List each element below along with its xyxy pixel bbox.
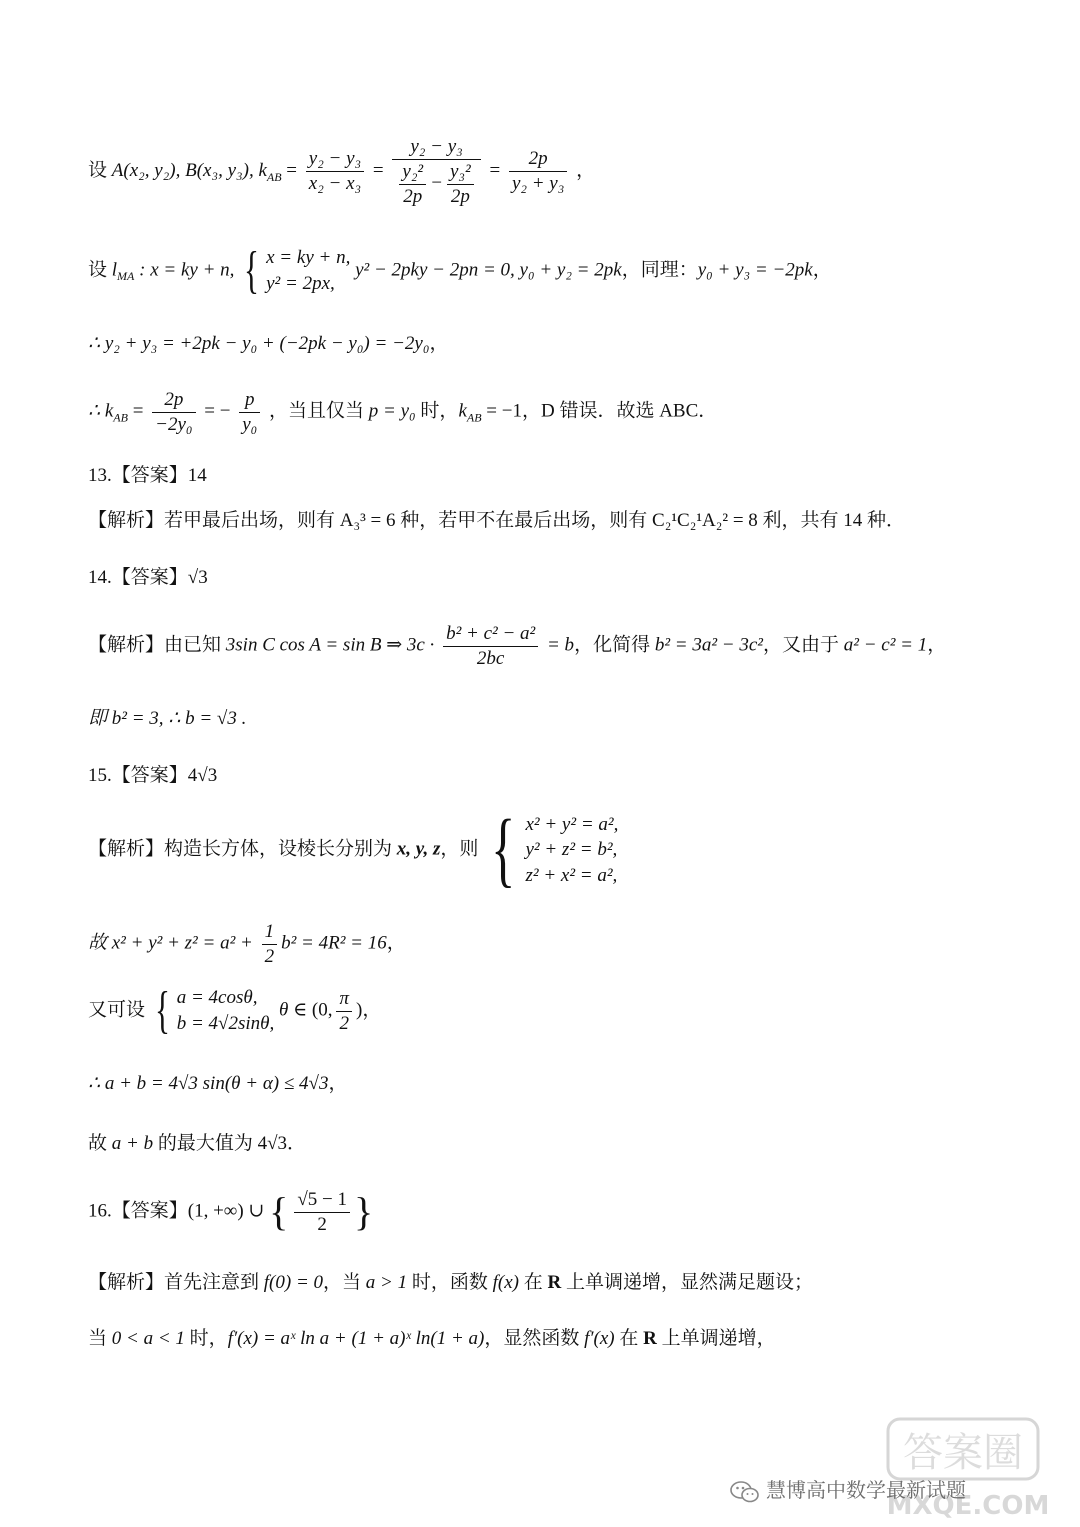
math: ∴ k xyxy=(88,400,114,422)
line-kab xyxy=(88,135,1020,208)
math: θ ∈ xyxy=(279,999,312,1021)
math: f′(x) = aˣ ln a + (1 + a)ˣ ln(1 + a) xyxy=(227,1328,485,1349)
math: = − xyxy=(204,400,231,422)
text: ， xyxy=(576,159,596,181)
left-brace: { xyxy=(154,982,170,1039)
math: = xyxy=(372,159,389,181)
math: 4√3 xyxy=(187,765,218,786)
watermark xyxy=(730,1474,966,1504)
fraction xyxy=(392,135,480,208)
fraction xyxy=(239,388,260,437)
line-lma xyxy=(88,242,1020,299)
equation-system xyxy=(266,245,350,296)
answer-text: 13.【答案】14 xyxy=(88,465,207,486)
math: (1, +∞) ∪ xyxy=(187,1200,270,1222)
text: ， xyxy=(812,259,832,281)
math: 3sin C cos A = sin B ⇒ 3c · xyxy=(225,634,435,656)
text: 时， xyxy=(415,400,459,422)
text: 在 xyxy=(519,1272,548,1293)
text: ，又由于 xyxy=(763,634,844,656)
equation: y² + z² = b², xyxy=(525,839,618,861)
text: 时，函数 xyxy=(407,1272,493,1293)
equation-system xyxy=(525,812,618,889)
watermark-logo xyxy=(858,1414,1058,1524)
math: − xyxy=(430,172,443,194)
text: ， xyxy=(429,333,449,354)
math: = b xyxy=(546,634,575,656)
right-brace: } xyxy=(353,1189,374,1235)
math: a + b xyxy=(111,1133,154,1154)
text: 【解析】构造长方体，设棱长分别为 xyxy=(88,838,397,860)
denominator: 2 xyxy=(339,1012,349,1034)
math: f′(x) xyxy=(584,1328,615,1349)
subscript: MA xyxy=(117,269,135,284)
text: 时， xyxy=(184,1328,228,1349)
math: = xyxy=(127,400,149,422)
subscript: AB xyxy=(466,410,482,425)
math: C₂¹C₂¹A₂² = 8 xyxy=(652,510,758,531)
q13-answer xyxy=(88,465,1020,488)
math: a > 1 xyxy=(365,1272,408,1293)
math: 4√3 xyxy=(257,1133,288,1154)
text: 【解析】若甲最后出场，则有 xyxy=(88,510,340,531)
math: : x = ky + n, xyxy=(134,259,235,281)
math: √3 xyxy=(187,567,208,588)
answer-label: 15.【答案】 xyxy=(88,765,188,786)
math: 0 < a < 1 xyxy=(111,1328,185,1349)
text: 设 xyxy=(88,259,108,281)
equation: b = 4√2sinθ, xyxy=(176,1013,275,1034)
text: ， xyxy=(328,1073,348,1094)
logo-subtext: MXQE.COM xyxy=(886,1491,1050,1521)
numerator: 2p xyxy=(152,388,195,413)
text: 的最大值为 xyxy=(153,1133,258,1154)
text: 上单调递增，显然满足题设； xyxy=(561,1272,814,1293)
text: 又可设 xyxy=(88,999,146,1021)
math: k xyxy=(458,400,467,422)
fraction xyxy=(262,920,278,969)
text: ，当且仅当 xyxy=(269,400,369,422)
line-kab-result xyxy=(88,388,1020,437)
text: ， xyxy=(386,932,406,954)
fraction xyxy=(152,388,195,437)
denominator: 2p xyxy=(403,185,423,207)
denominator xyxy=(392,160,480,209)
math: = xyxy=(489,159,505,181)
numerator: y₂² xyxy=(399,160,426,185)
denominator: y₀ xyxy=(242,413,258,435)
math: 故 x² + y² + z² = a² + xyxy=(88,932,258,954)
equation: a = 4cosθ, xyxy=(176,987,258,1009)
equation: y² = 2px, xyxy=(266,273,335,294)
equation: x² + y² = a², xyxy=(525,813,619,835)
text: 种，若甲不在最后出场，则有 xyxy=(395,510,653,531)
subscript: AB xyxy=(113,410,128,425)
text: 【解析】由已知 xyxy=(88,634,226,656)
equation: x = ky + n, xyxy=(266,247,351,269)
math: ) xyxy=(356,999,363,1021)
math: (0, xyxy=(311,999,333,1021)
q15-line2 xyxy=(88,920,1020,969)
numerator: π xyxy=(336,987,352,1012)
logo-text: 答案圈 xyxy=(903,1430,1023,1476)
math: ∴ a + b = 4√3 sin(θ + α) ≤ 4√3 xyxy=(88,1073,329,1094)
denominator: 2 xyxy=(264,945,275,967)
math: b² = 3a² − 3c² xyxy=(654,634,763,656)
math: f(x) xyxy=(492,1272,520,1293)
numerator: p xyxy=(239,388,260,413)
denominator: 2bc xyxy=(476,647,505,669)
text: ，当 xyxy=(323,1272,366,1293)
numerator: y₂ − y₃ xyxy=(306,147,364,172)
math: p = y₀ xyxy=(368,400,416,422)
fraction xyxy=(306,147,364,196)
left-brace: { xyxy=(244,242,260,299)
q16-explanation xyxy=(88,1272,1020,1295)
denominator: y₂ + y₃ xyxy=(511,173,565,195)
answer-label: 14.【答案】 xyxy=(88,567,188,588)
line-sum xyxy=(88,333,1020,356)
q15-line5 xyxy=(88,1133,1020,1156)
math: y² − 2pky − 2pn = 0, y₀ + y₂ = 2pk xyxy=(355,259,622,281)
q15-explanation xyxy=(88,803,1020,896)
math: R xyxy=(643,1328,657,1349)
q14-answer xyxy=(88,567,1020,590)
math: a² − c² = 1 xyxy=(843,634,928,656)
q15-line3 xyxy=(88,982,1020,1039)
math: 即 b² = 3, ∴ b = √3 . xyxy=(88,708,247,729)
math: f(0) = 0 xyxy=(263,1272,324,1293)
text: ，同理： xyxy=(621,259,698,281)
text: ，D 错误．故选 ABC． xyxy=(521,400,718,422)
answer-label: 16.【答案】 xyxy=(88,1200,188,1222)
denominator: −2y₀ xyxy=(155,413,193,435)
text: 在 xyxy=(614,1328,644,1349)
text: ，显然函数 xyxy=(484,1328,585,1349)
text: 利，共有 14 种． xyxy=(757,510,906,531)
q14-explanation-cont xyxy=(88,708,1020,731)
text: 上单调递增， xyxy=(656,1328,776,1349)
left-brace: { xyxy=(491,803,516,896)
fraction xyxy=(443,622,538,671)
q15-answer xyxy=(88,765,1020,788)
denominator: x₂ − x₃ xyxy=(308,173,362,195)
numerator: 1 xyxy=(262,920,278,945)
fraction xyxy=(336,987,352,1036)
text: ． xyxy=(287,1133,307,1154)
math: y₀ + y₃ = −2pk xyxy=(697,259,813,281)
q16-answer xyxy=(88,1188,1020,1237)
subscript: AB xyxy=(266,169,282,184)
q16-line2 xyxy=(88,1328,1020,1351)
watermark-text: 慧博高中数学最新试题 xyxy=(766,1478,966,1502)
numerator: y₂ − y₃ xyxy=(392,135,480,160)
q15-line4 xyxy=(88,1073,1020,1096)
text: 当 xyxy=(88,1328,112,1349)
text: ， xyxy=(362,999,382,1021)
math: b² = 4R² = 16 xyxy=(281,932,387,954)
fraction xyxy=(294,1188,350,1237)
equation: z² + x² = a², xyxy=(525,864,618,886)
q13-explanation xyxy=(88,510,1020,533)
numerator: √5 − 1 xyxy=(294,1188,350,1213)
denominator: 2 xyxy=(317,1213,327,1235)
math: ∴ y₂ + y₃ = +2pk − y₀ + (−2pk − y₀) = −2y₀ xyxy=(88,333,430,354)
fraction xyxy=(447,160,474,209)
math: x, y, z xyxy=(396,838,441,860)
math: = −1 xyxy=(481,400,522,422)
text: 设 xyxy=(88,159,108,181)
text: ， xyxy=(927,634,947,656)
text: 【解析】首先注意到 xyxy=(88,1272,264,1293)
denominator: 2p xyxy=(450,185,470,207)
fraction xyxy=(509,147,567,196)
math: = xyxy=(286,159,302,181)
fraction xyxy=(399,160,426,209)
wechat-icon xyxy=(730,1480,760,1504)
text: 故 xyxy=(88,1133,112,1154)
numerator: b² + c² − a² xyxy=(443,622,538,647)
equation-system xyxy=(177,985,275,1036)
text: ，化简得 xyxy=(574,634,655,656)
math: R xyxy=(547,1272,562,1293)
text: ，则 xyxy=(440,838,479,860)
left-brace: { xyxy=(269,1189,289,1235)
numerator: 2p xyxy=(509,147,567,172)
numerator: y₃² xyxy=(447,160,474,185)
q14-explanation xyxy=(88,622,1020,671)
math: A(x₂, y₂), B(x₃, y₃), k xyxy=(111,159,267,181)
math: l xyxy=(111,259,118,281)
math: A₃³ = 6 xyxy=(339,510,396,531)
